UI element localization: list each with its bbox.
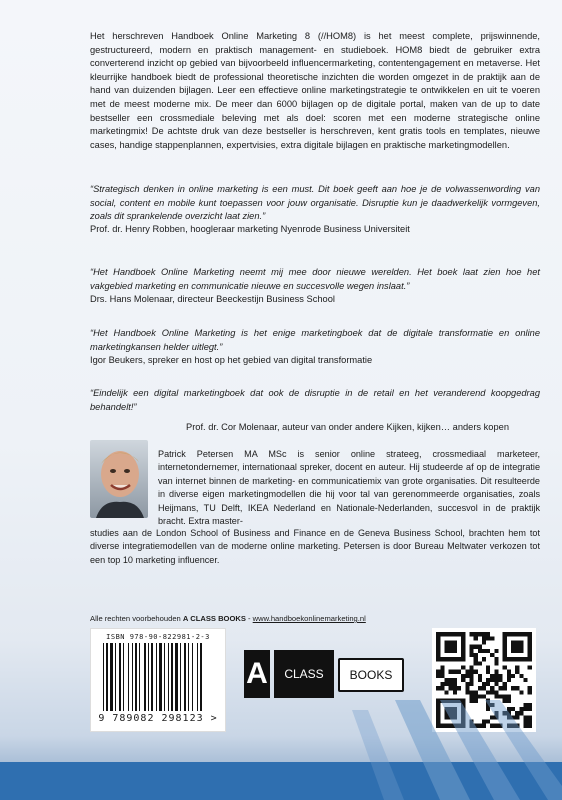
rights-separator: -: [245, 614, 253, 623]
ean-number: 9 789082 298123 >: [98, 713, 218, 724]
quote-2-author: Drs. Hans Molenaar, directeur Beeckestijn Business School: [90, 294, 335, 304]
logo-class-word: CLASS: [274, 650, 334, 698]
quote-3: “Het Handboek Online Marketing is het enige marketingboek dat de digitale transformatie en online marketingkansen helder uitlegt.”: [90, 328, 540, 352]
quote-2: “Het Handboek Online Marketing neemt mij mee door nieuwe werelden. Het boek laat zien hoe het vakgebied marketing en communicatie nieuwe en succesvolle wegen inslaat.”: [90, 267, 540, 291]
quote-4: “Eindelijk een digital marketingboek dat ook de disruptie in de retail en het veranderend koopgedrag behandelt!”: [90, 388, 540, 412]
rights-prefix: Alle rechten voorbehouden: [90, 614, 181, 623]
quote-4-author: Prof. dr. Cor Molenaar, auteur van onder andere Kijken, kijken… anders kopen: [186, 422, 509, 432]
logo-letter-a: A: [244, 650, 270, 698]
author-photo: [90, 440, 148, 518]
logo-books-word: BOOKS: [338, 658, 404, 692]
decorative-light-rays: [0, 700, 562, 800]
quote-3-author: Igor Beukers, spreker en host op het gebied van digital transformatie: [90, 355, 373, 365]
rights-brand: A CLASS BOOKS: [182, 614, 246, 623]
author-bio-continued: studies aan de London School of Business and Finance en de Geneva Business School, brachten hem tot diverse integratiemodellen van de moderne online marketing. Petersen is door Bureau Meltwater verkozen tot een top 10 marketing influencer.: [90, 528, 540, 565]
website-link[interactable]: www.handboekonlinemarketing.nl: [252, 614, 366, 623]
quote-1-author: Prof. dr. Henry Robben, hoogleraar marketing Nyenrode Business Universiteit: [90, 224, 410, 234]
publisher-logo: [244, 650, 404, 698]
quote-1: “Strategisch denken in online marketing is een must. Dit boek geeft aan hoe je de volwassenwording van social, content en mobile kunt toepassen voor jouw organisatie. Disruptie kun je daadwerkelijk vormgeven, zoals dit sprankelende overzicht laat zien.”: [90, 184, 540, 222]
intro-paragraph: Het herschreven Handboek Online Marketing 8 (//HOM8) is het meest complete, prijswinnende, gestructureerd, modern en praktisch management- en studieboek. HOM8 biedt de gebruiker extra converterend inzicht op gebied van bijvoorbeeld influencermarketing, contentengagement en metaverse. Het kleurrijke handboek biedt de professional theoretische inzichten die worden omgezet in de praktijk aan de hand van duizenden bijlagen. Leer een effectieve online marketingstrategie te ontwikkelen en uit te voeren met de meest moderne mix. De meer dan 6000 bijlagen op de digitale portal, maken van de up to date bestseller een crossmediale beleving met als doel: scoren met een moderne strategische online marketingmix! De achtste druk van deze bestseller is herschreven, kent gratis tools en templates, nieuwe cases, handige stappenplannen, expertvisies, extra digitale bijlagen en praktische marketingmodellen.: [90, 31, 540, 150]
isbn-label: ISBN 978-90-822981-2-3: [106, 633, 210, 641]
rights-line: [90, 614, 366, 623]
author-bio: Patrick Petersen MA MSc is senior online strateeg, crossmediaal marketeer, internetondernemer, internationaal spreker, docent en auteur. Hij studeerde af op de integratie van internet binnen de marketing- en communicatiemix van grote organisaties. Dit resulteerde in diverse eigen marketingmodellen die hij voor tal van gerenommeerde organisaties, zoals Heijmans, TU Delft, IKEA Nederland en Nationale-Nederlanden, succesvol in de praktijk bracht. Extra master-: [158, 449, 540, 527]
